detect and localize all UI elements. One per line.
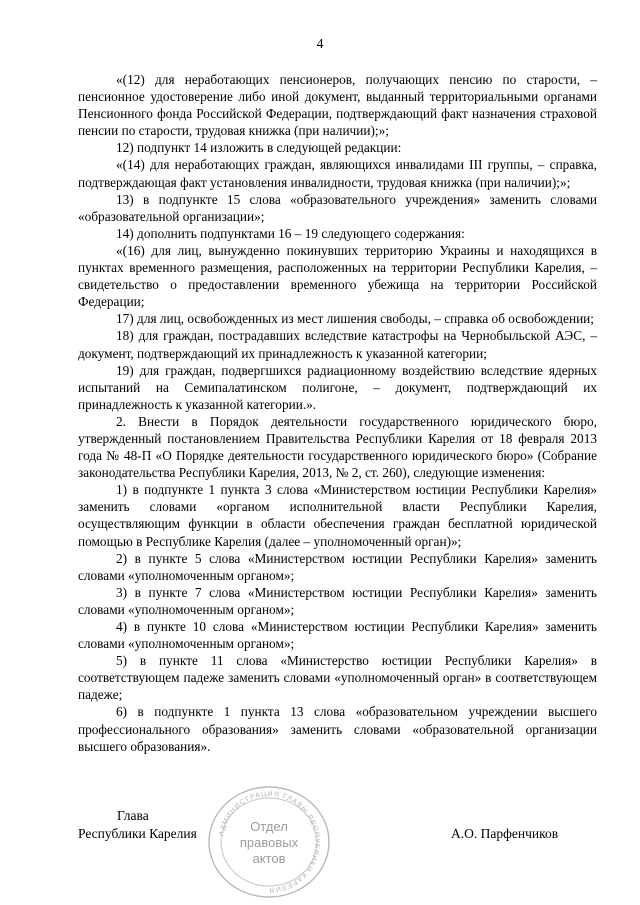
paragraph: 2. Внести в Порядок деятельности государственного юридического бюро, утвержденный постановлением Правительства Республики Карелия от 18 февраля 2013 года № 48-П «О Порядке деятельности государственного юридического бюро» (Собрание законодательства Республики Карелия, 2013, № 2, ст. 260), следующие изменения:: [78, 413, 597, 481]
paragraph: 1) в подпункте 1 пункта 3 слова «Министерством юстиции Республики Карелия» заменить словами «органом исполнительной власти Республики Карелия, осуществляющим функции в области обеспечения граждан бесплатной юридической помощью в Республике Карелия (далее – уполномоченный орган)»;: [78, 482, 597, 549]
paragraph: 4) в пункте 10 слова «Министерством юстиции Республики Карелия» заменить словами «уполномоченным органом»;: [78, 619, 597, 652]
paragraph: 2) в пункте 5 слова «Министерством юстиции Республики Карелия» заменить словами «уполномоченным органом»;: [78, 550, 597, 583]
paragraph: 18) для граждан, пострадавших вследствие катастрофы на Чернобыльской АЭС, – документ, подтверждающий их принадлежность к указанной категории;: [78, 328, 597, 361]
stamp-line-1: Отдел: [250, 819, 288, 834]
paragraph: 5) в пункте 11 слова «Министерство юстиции Республики Карелия» в соответствующем падеже заменить словами «уполномоченный орган» в соответствующем падеже;: [78, 653, 597, 703]
paragraph: «(14) для неработающих граждан, являющихся инвалидами III группы, – справка, подтверждающая факт установления инвалидности, трудовая книжка (при наличии);»;: [78, 157, 597, 190]
signature-title: Глава: [117, 808, 149, 823]
signatory-name: А.О. Парфенчиков: [451, 826, 559, 841]
stamp-line-3: актов: [252, 851, 286, 866]
stamp-ring-text: АДМИНИСТРАЦИЯ ГЛАВЫ РЕСПУБЛИКИ КАРЕЛИЯ: [218, 790, 321, 894]
official-stamp: [200, 783, 338, 901]
signature-region: Республики Карелия: [78, 826, 197, 841]
document-body: [78, 71, 597, 755]
paragraph: 19) для граждан, подвергшихся радиационному воздействию вследствие ядерных испытаний на Семипалатинском полигоне, – документ, подтверждающий их принадлежность к указанной категории.».: [78, 362, 597, 412]
paragraph: 17) для лиц, освобожденных из мест лишения свободы, – справка об освобождении;: [116, 311, 594, 327]
paragraph: «(16) для лиц, вынужденно покинувших территорию Украины и находящихся в пунктах временного размещения, расположенных на территории Республики Карелия, – свидетельство о предоставлении временного убежища на территории Российской Федерации;: [78, 242, 597, 310]
paragraph: 14) дополнить подпунктами 16 – 19 следующего содержания:: [116, 225, 465, 241]
page-number: 4: [316, 37, 324, 52]
paragraph: 13) в подпункте 15 слова «образовательного учреждения» заменить словами «образовательной организации»;: [78, 191, 597, 224]
paragraph: 12) подпункт 14 изложить в следующей редакции:: [116, 140, 402, 156]
paragraph: 6) в подпункте 1 пункта 13 слова «образовательном учреждении высшего профессионального образования» заменить словами «образовательной организации высшего образования».: [78, 704, 597, 754]
paragraph: 3) в пункте 7 слова «Министерством юстиции Республики Карелия» заменить словами «уполномоченным органом»;: [78, 584, 597, 617]
stamp-line-2: правовых: [239, 835, 299, 850]
paragraph: «(12) для неработающих пенсионеров, получающих пенсию по старости, – пенсионное удостоверение либо иной документ, выданный территориальными органами Пенсионного фонда Российской Федерации, подтверждающий факт назначения страховой пенсии по старости, трудовая книжка (при наличии);»;: [78, 72, 597, 139]
